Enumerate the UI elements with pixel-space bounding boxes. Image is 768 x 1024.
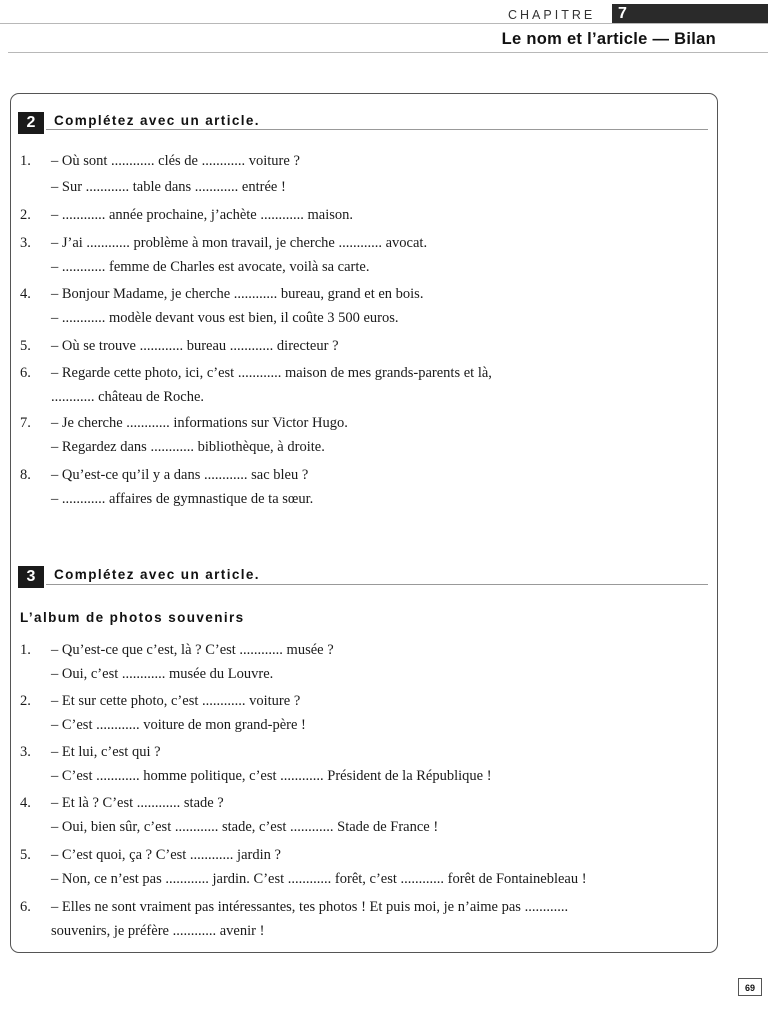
exercise-line	[20, 388, 204, 406]
item-number: 6.	[20, 899, 31, 915]
section-3-rule	[46, 584, 708, 585]
section-3-subtitle: L’album de photos souvenirs	[20, 610, 245, 625]
exercise-line	[20, 898, 568, 916]
exercise-text: – ............ femme de Charles est avocate, voilà sa carte.	[51, 259, 370, 275]
exercise-line	[20, 846, 281, 864]
exercise-line	[20, 692, 300, 710]
exercise-text: – Qu’est-ce qu’il y a dans ............ sac bleu ?	[51, 467, 309, 483]
exercise-text: – Bonjour Madame, je cherche ............ bureau, grand et en bois.	[51, 286, 424, 302]
exercise-line	[20, 337, 339, 355]
exercise-text: – ............ affaires de gymnastique de ta sœur.	[51, 491, 314, 507]
exercise-text: – C’est ............ homme politique, c’est ............ Président de la République !	[51, 768, 492, 784]
item-number: 2.	[20, 693, 31, 709]
exercise-text: – Et lui, c’est qui ?	[51, 744, 161, 760]
section-3-badge: 3	[18, 566, 44, 588]
exercise-text: – Sur ............ table dans ............ entrée !	[51, 179, 286, 195]
exercise-text: – Elles ne sont vraiment pas intéressantes, tes photos ! Et puis moi, je n’aime pas ............	[51, 899, 569, 915]
exercise-line	[20, 716, 306, 734]
page-title: Le nom et l’article — Bilan	[501, 30, 716, 48]
section-2-header	[18, 112, 708, 134]
exercise-line	[20, 641, 334, 659]
exercise-line	[20, 438, 325, 456]
exercise-line	[20, 309, 399, 327]
exercise-line	[20, 665, 273, 683]
item-number: 5.	[20, 338, 31, 354]
exercise-text: souvenirs, je préfère ............ avenir !	[51, 923, 265, 939]
chapter-number: 7	[612, 4, 768, 23]
exercise-text: – Et sur cette photo, c’est ............ voiture ?	[51, 693, 301, 709]
exercise-text: – Où se trouve ............ bureau ............ directeur ?	[51, 338, 339, 354]
item-number: 7.	[20, 415, 31, 431]
exercise-line	[20, 364, 492, 382]
exercise-line	[20, 922, 264, 940]
item-number: 4.	[20, 795, 31, 811]
section-3-title: Complétez avec un article.	[54, 567, 260, 582]
exercise-line	[20, 870, 587, 888]
exercise-line	[20, 794, 224, 812]
exercise-line	[20, 152, 300, 170]
exercise-text: – Où sont ............ clés de ............ voiture ?	[51, 153, 300, 169]
item-number: 3.	[20, 744, 31, 760]
item-number: 4.	[20, 286, 31, 302]
exercise-line	[20, 767, 492, 785]
exercise-line	[20, 258, 369, 276]
header-rule	[0, 23, 768, 24]
chapter-label: CHAPITRE	[508, 8, 596, 22]
title-rule	[8, 52, 768, 53]
item-number: 5.	[20, 847, 31, 863]
exercise-text: ............ château de Roche.	[51, 389, 205, 405]
exercise-text: – Oui, c’est ............ musée du Louvre.	[51, 666, 274, 682]
exercise-line	[20, 818, 438, 836]
exercise-text: – Regarde cette photo, ici, c’est ............ maison de mes grands-parents et là,	[51, 365, 492, 381]
exercise-text: – Et là ? C’est ............ stade ?	[51, 795, 224, 811]
item-number: 8.	[20, 467, 31, 483]
exercise-text: – ............ année prochaine, j’achète ............ maison.	[51, 207, 353, 223]
item-number: 2.	[20, 207, 31, 223]
section-2-badge: 2	[18, 112, 44, 134]
exercise-line	[20, 178, 286, 196]
item-number: 3.	[20, 235, 31, 251]
page-number: 69	[738, 978, 762, 996]
exercise-text: – C’est ............ voiture de mon grand-père !	[51, 717, 306, 733]
exercise-text: – Regardez dans ............ bibliothèque, à droite.	[51, 439, 325, 455]
item-number: 1.	[20, 642, 31, 658]
exercise-text: – Qu’est-ce que c’est, là ? C’est ............ musée ?	[51, 642, 334, 658]
exercise-line	[20, 285, 423, 303]
exercise-text: – C’est quoi, ça ? C’est ............ jardin ?	[51, 847, 281, 863]
exercise-text: – J’ai ............ problème à mon travail, je cherche ............ avocat.	[51, 235, 428, 251]
exercise-text: – Non, ce n’est pas ............ jardin. C’est ............ forêt, c’est ............ forêt de Fontainebleau !	[51, 871, 587, 887]
exercise-line	[20, 743, 161, 761]
exercise-line	[20, 414, 348, 432]
item-number: 1.	[20, 153, 31, 169]
item-number: 6.	[20, 365, 31, 381]
exercise-text: – Oui, bien sûr, c’est ............ stade, c’est ............ Stade de France !	[51, 819, 439, 835]
exercise-text: – ............ modèle devant vous est bien, il coûte 3 500 euros.	[51, 310, 399, 326]
exercise-text: – Je cherche ............ informations sur Victor Hugo.	[51, 415, 348, 431]
exercise-line	[20, 490, 313, 508]
exercise-line	[20, 234, 427, 252]
exercise-line	[20, 206, 353, 224]
section-2-rule	[46, 129, 708, 130]
section-3-header	[18, 566, 708, 588]
section-2-title: Complétez avec un article.	[54, 113, 260, 128]
exercise-line	[20, 466, 308, 484]
